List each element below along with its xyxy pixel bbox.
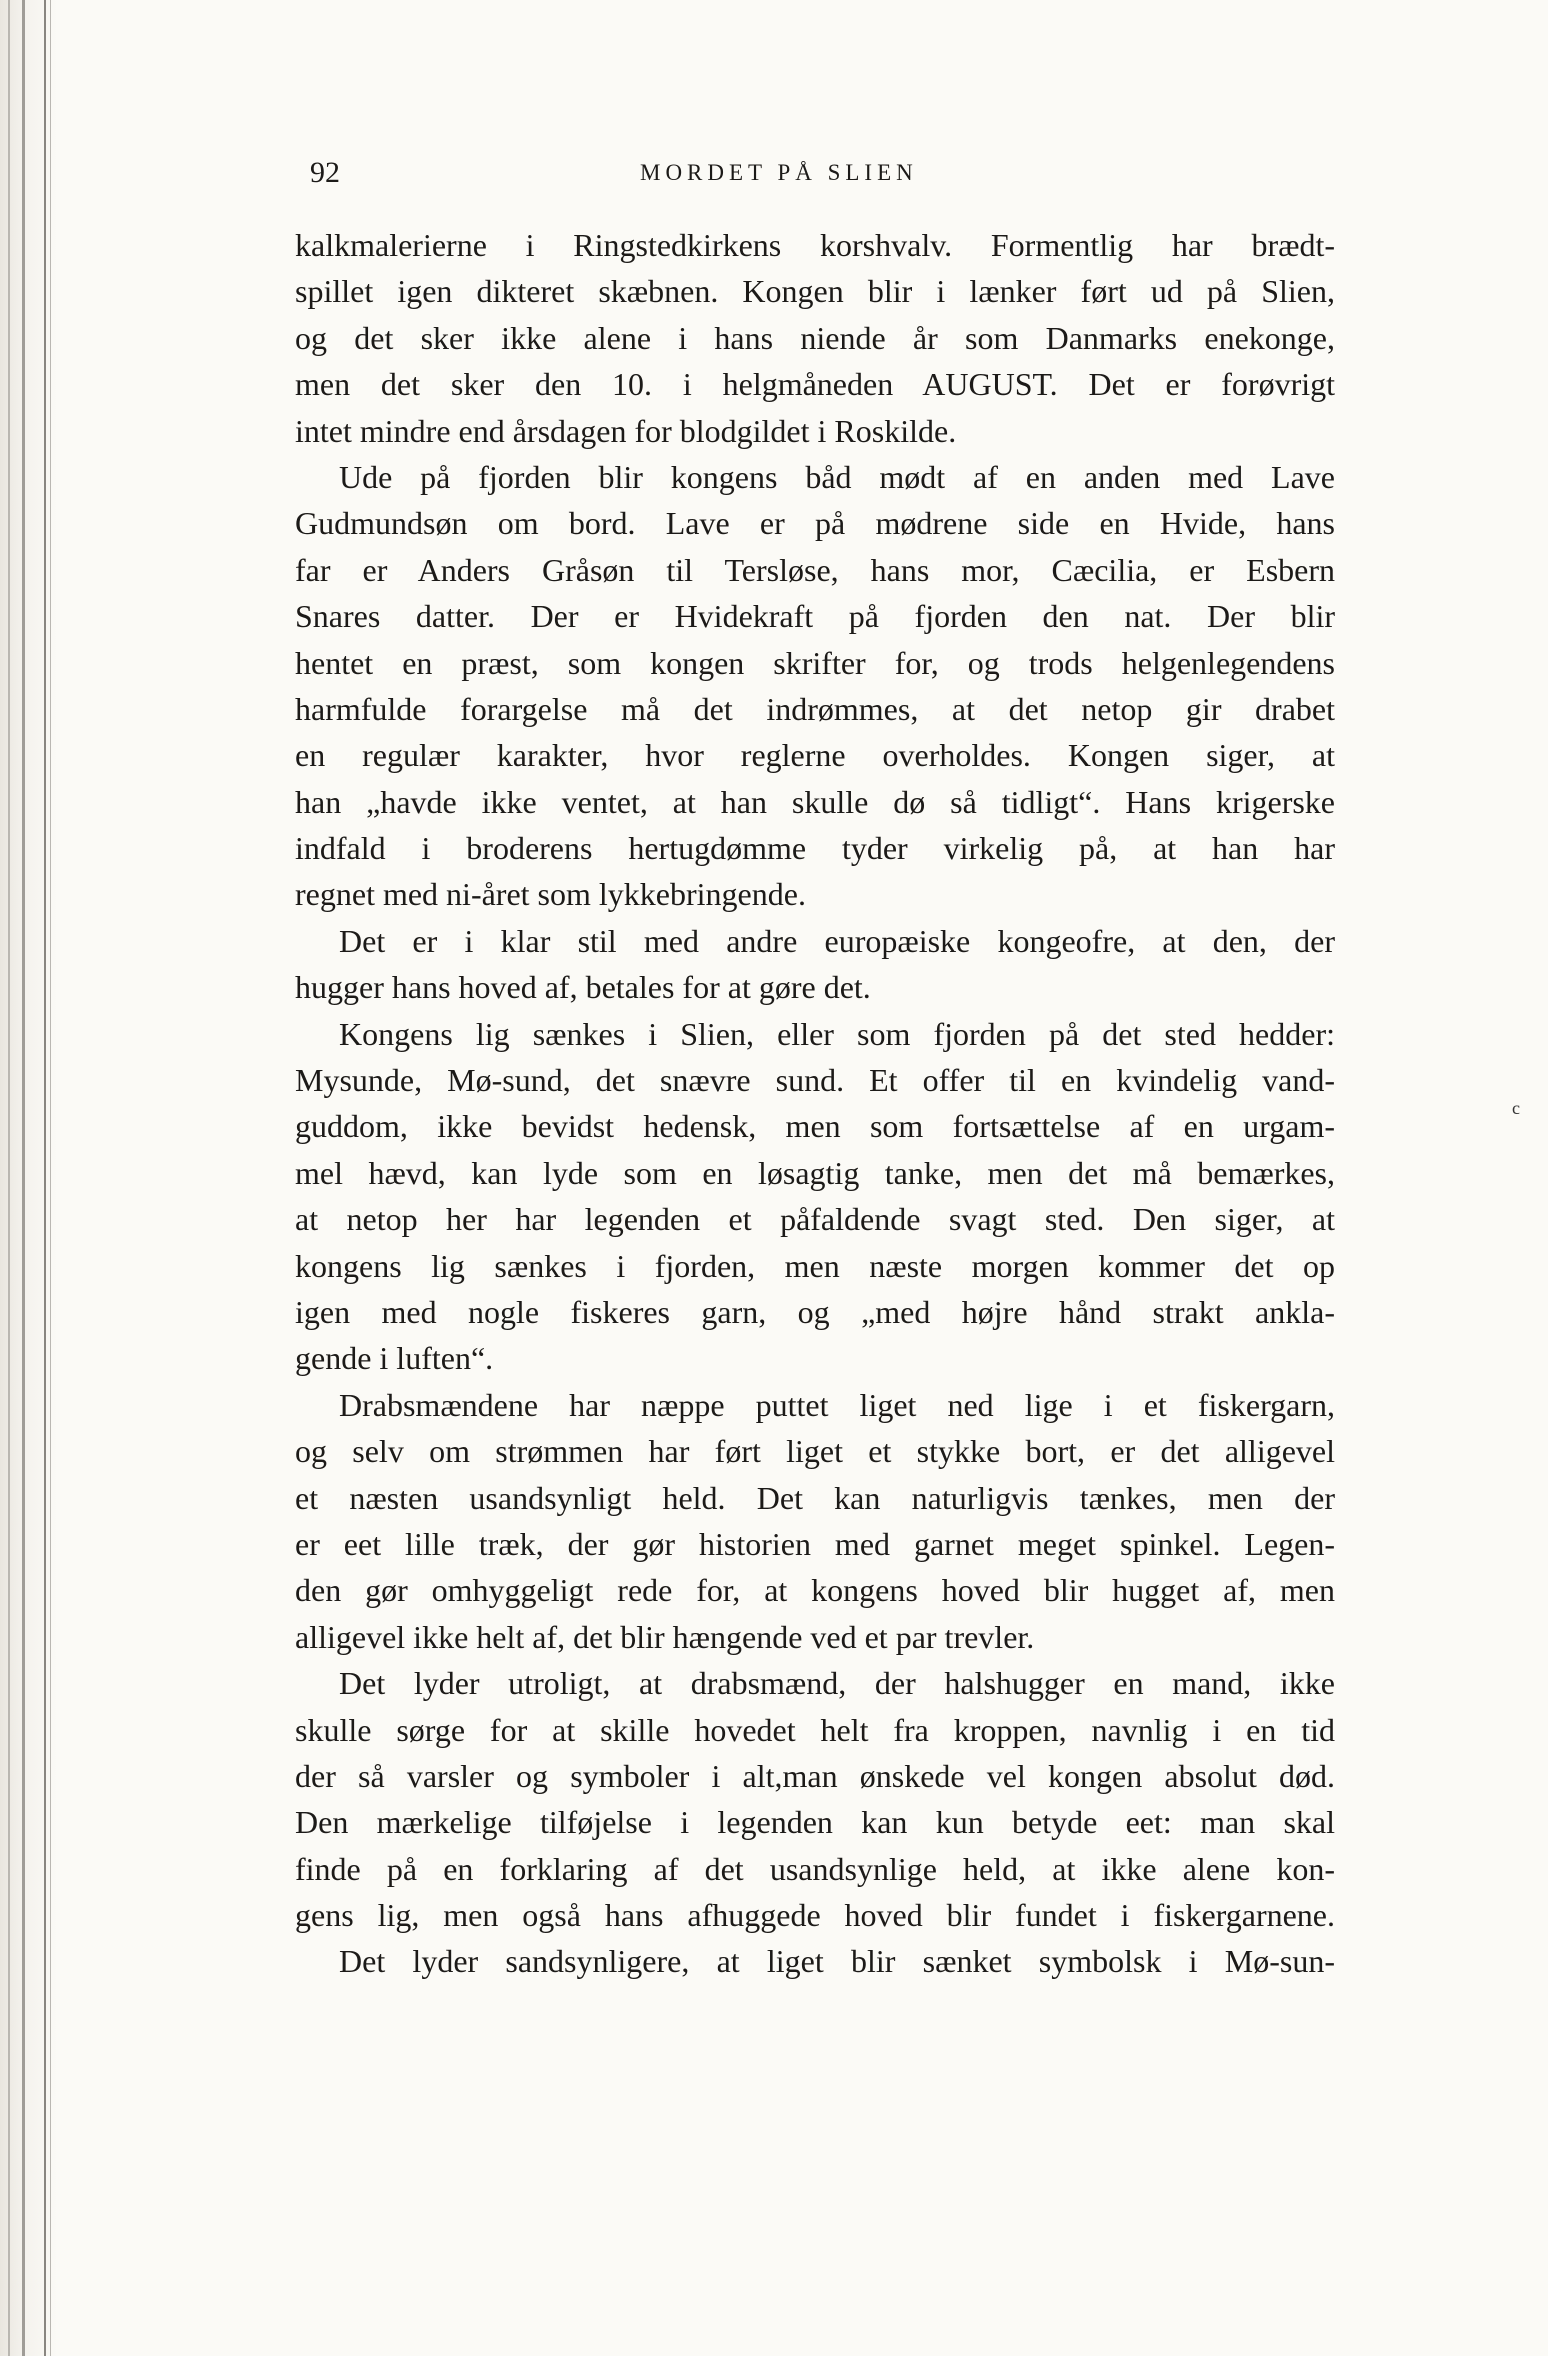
running-title: MORDET PÅ SLIEN <box>640 160 918 185</box>
binding-line <box>8 0 10 2356</box>
text-line: Gudmundsøn om bord. Lave er på mødrene side en Hvide, hans <box>295 505 1335 542</box>
text-line: regnet med ni-året som lykkebringende. <box>295 876 806 913</box>
text-line: guddom, ikke bevidst hedensk, men som fortsættelse af en urgam- <box>295 1108 1335 1145</box>
text-line: gende i luften“. <box>295 1340 494 1377</box>
binding-line <box>44 0 46 2356</box>
text-line: alligevel ikke helt af, det blir hængende ved et par trevler. <box>295 1618 1035 1655</box>
binding-line <box>22 0 25 2356</box>
text-line: skulle sørge for at skille hovedet helt fra kroppen, navnlig i en tid <box>295 1711 1335 1748</box>
text-line: indfald i broderens hertugdømme tyder virkelig på, at han har <box>295 830 1335 867</box>
text-line: og selv om strømmen har ført liget et stykke bort, er det alligevel <box>295 1433 1335 1470</box>
text-line: igen med nogle fiskeres garn, og „med højre hånd strakt ankla- <box>295 1293 1335 1330</box>
text-line: den gør omhyggeligt rede for, at kongens hoved blir hugget af, men <box>295 1572 1335 1609</box>
text-line: Ude på fjorden blir kongens båd mødt af en anden med Lave <box>339 458 1335 495</box>
body-text <box>295 222 1335 1985</box>
text-line: gens lig, men også hans afhuggede hoved blir fundet i fiskergarnene. <box>295 1897 1335 1934</box>
text-line: kalkmalerierne i Ringstedkirkens korshvalv. Formentlig har brædt- <box>295 227 1335 263</box>
text-line: Mysunde, Mø-sund, det snævre sund. Et offer til en kvindelig vand- <box>295 1062 1335 1099</box>
binding-line <box>50 0 51 2356</box>
text-line: Det lyder sandsynligere, at liget blir sænket symbolsk i Mø-sun- <box>339 1943 1335 1980</box>
text-line: finde på en forklaring af det usandsynlige held, at ikke alene kon- <box>295 1850 1335 1887</box>
text-line: et næsten usandsynligt held. Det kan naturligvis tænkes, men der <box>295 1479 1335 1516</box>
text-line: en regulær karakter, hvor reglerne overholdes. Kongen siger, at <box>295 737 1335 774</box>
text-line: hentet en præst, som kongen skrifter for, og trods helgenlegendens <box>295 644 1335 681</box>
text-line: Snares datter. Der er Hvidekraft på fjorden den nat. Der blir <box>295 598 1335 635</box>
text-line: hugger hans hoved af, betales for at gøre det. <box>295 969 871 1006</box>
text-line: at netop her har legenden et påfaldende svagt sted. Den siger, at <box>295 1201 1335 1238</box>
page-number: 92 <box>310 156 340 189</box>
text-line: far er Anders Gråsøn til Tersløse, hans mor, Cæcilia, er Esbern <box>295 551 1335 588</box>
text-line: Det lyder utroligt, at drabsmænd, der halshugger en mand, ikke <box>339 1665 1335 1702</box>
stray-mark: c <box>1512 1098 1520 1118</box>
text-line: han „havde ikke ventet, at han skulle dø så tidligt“. Hans krigerske <box>295 783 1335 820</box>
text-line: Den mærkelige tilføjelse i legenden kan kun betyde eet: man skal <box>295 1804 1335 1841</box>
text-line: mel hævd, kan lyde som en løsagtig tanke, men det må bemærkes, <box>295 1154 1335 1191</box>
text-line: Det er i klar stil med andre europæiske kongeofre, at den, der <box>339 922 1335 959</box>
text-line: Drabsmændene har næppe puttet liget ned lige i et fiskergarn, <box>339 1386 1335 1423</box>
text-line: intet mindre end årsdagen for blodgildet i Roskilde. <box>295 412 957 449</box>
book-binding-edge <box>0 0 58 2356</box>
text-line: der så varsler og symboler i alt,man ønskede vel kongen absolut død. <box>295 1757 1335 1794</box>
text-line: harmfulde forargelse må det indrømmes, at det netop gir drabet <box>295 690 1335 727</box>
text-line: Kongens lig sænkes i Slien, eller som fjorden på det sted hedder: <box>339 1015 1335 1052</box>
text-line: men det sker den 10. i helgmåneden AUGUST. Det er forøvrigt <box>295 366 1335 403</box>
page-header <box>310 156 1330 196</box>
text-line: og det sker ikke alene i hans niende år som Danmarks enekonge, <box>295 319 1335 356</box>
text-line: kongens lig sænkes i fjorden, men næste morgen kommer det op <box>295 1247 1335 1284</box>
text-line: spillet igen dikteret skæbnen. Kongen blir i lænker ført ud på Slien, <box>295 273 1335 310</box>
text-line: er eet lille træk, der gør historien med garnet meget spinkel. Legen- <box>295 1525 1335 1562</box>
